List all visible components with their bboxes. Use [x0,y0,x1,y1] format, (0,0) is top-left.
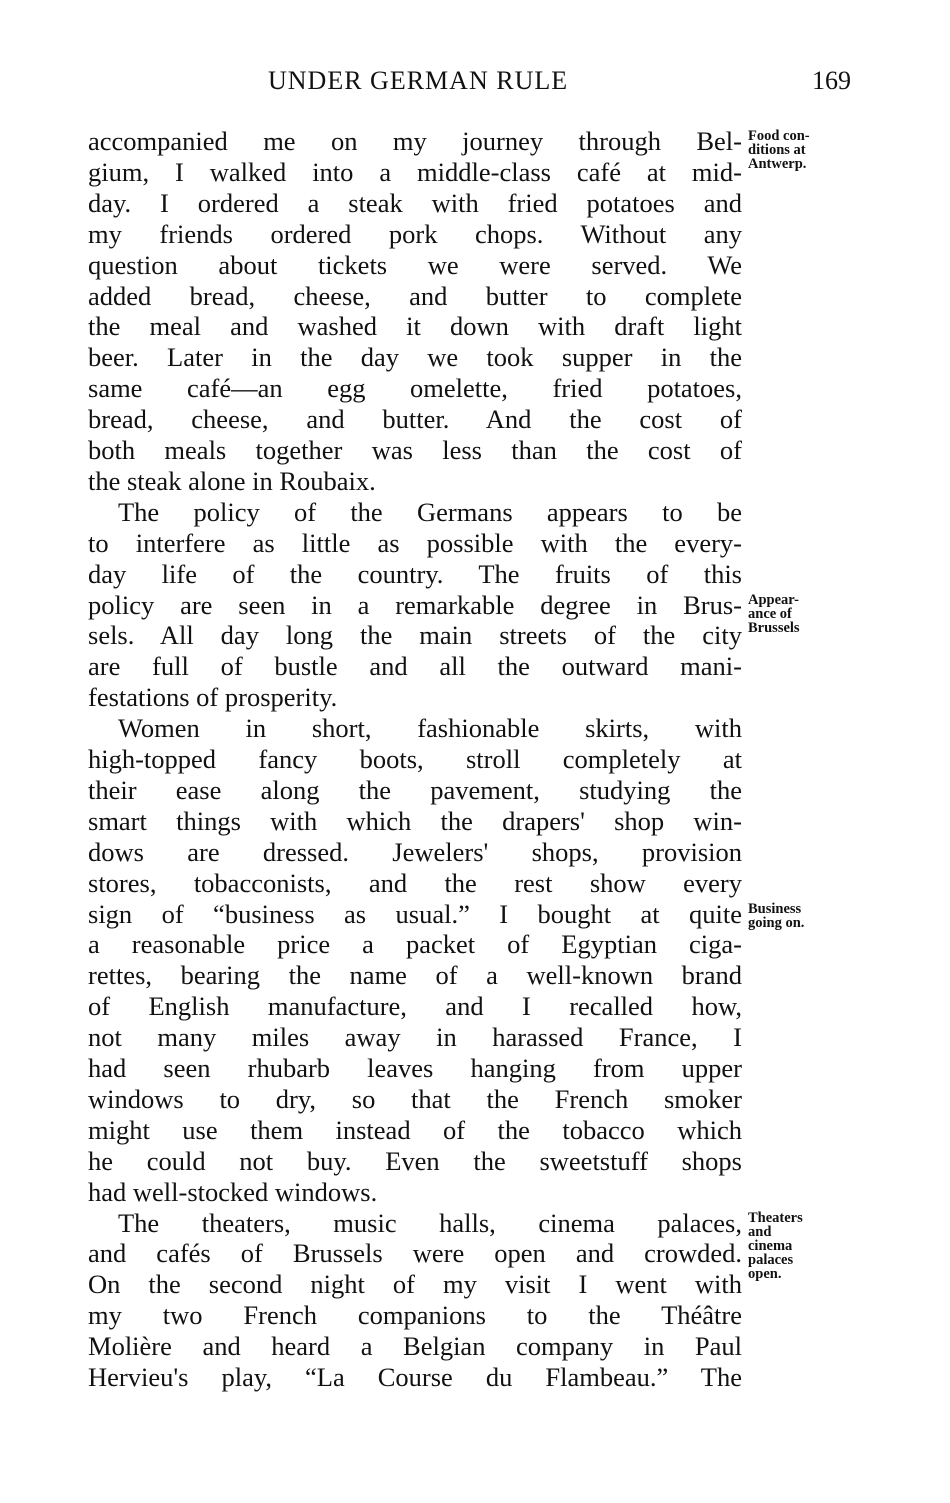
margin-note-line: ance of [748,605,792,622]
text-line: On the second night of my visit I went with [88,1269,742,1300]
text-line: same café—an egg omelette, fried potatoes, [88,373,742,404]
margin-note-line: cinema [748,1237,793,1254]
text-line: smart things with which the drapers' shop win- [88,805,742,836]
text-line: of English manufacture, and I recalled how, [88,991,742,1022]
running-title: UNDER GERMAN RULE [268,66,569,95]
margin-note [748,593,800,635]
text-line: a reasonable price a packet of Egyptian ciga- [88,929,742,960]
text-line: accompanied me on my journey through Bel- [88,126,742,156]
text-line: added bread, cheese, and butter to complete [88,280,742,311]
text-line: policy are seen in a remarkable degree in Brus- [88,589,742,620]
text-line: Hervieu's play, “La Course du Flambeau.” The [88,1362,742,1392]
text-line: The policy of the Germans appears to be [118,496,742,527]
text-line: dows are dressed. Jewelers' shops, provision [88,836,742,867]
text-line: my friends ordered pork chops. Without any [88,218,742,249]
text-line: to interfere as little as possible with the every- [88,527,742,558]
margin-note-line: open. [748,1265,782,1282]
text-line: day. I ordered a steak with fried potatoes and [88,187,742,218]
margin-note-line: Brussels [748,619,800,636]
margin-note-line: Theaters [748,1209,803,1226]
text-line: high-topped fancy boots, stroll completely at [88,744,742,774]
text-line: their ease along the pavement, studying the [88,774,742,805]
text-line: are full of bustle and all the outward mani- [88,651,742,682]
text-line: bread, cheese, and butter. And the cost of [88,404,742,435]
text-line: stores, tobacconists, and the rest show every [88,867,742,898]
margin-note-line: going on. [748,914,805,931]
page-header [0,66,950,102]
text-line: and cafés of Brussels were open and crowded. [88,1238,742,1269]
text-line: Molière and heard a Belgian company in Paul [88,1331,742,1362]
text-line: gium, I walked into a middle-class café at mid- [88,156,742,187]
margin-note-line: Food con- [748,128,810,144]
text-line: he could not buy. Even the sweetstuff shops [88,1145,742,1176]
margin-note-line: ditions at [748,142,806,158]
text-line: Women in short, fashionable skirts, with [118,713,742,744]
margin-note [748,902,804,930]
text-line: the steak alone in Roubaix. [88,465,376,496]
margin-note-line: Appear- [748,591,800,608]
margin-note-line: Antwerp. [748,156,807,172]
text-line: festations of prosperity. [88,682,338,713]
margin-note [748,129,810,171]
margin-note-line: and [748,1223,772,1240]
text-line: sels. All day long the main streets of the city [88,620,742,651]
text-line: sign of “business as usual.” I bought at quite [88,898,742,929]
text-line: windows to dry, so that the French smoker [88,1083,742,1114]
text-line: The theaters, music halls, cinema palaces, [118,1207,742,1238]
text-line: had seen rhubarb leaves hanging from upper [88,1053,742,1083]
text-line: question about tickets we were served. We [88,249,742,280]
margin-note [748,1211,803,1281]
text-line: day life of the country. The fruits of this [88,558,742,589]
text-line: might use them instead of the tobacco which [88,1114,742,1145]
text-line: both meals together was less than the cost of [88,435,742,465]
text-line: had well-stocked windows. [88,1176,378,1207]
text-line: not many miles away in harassed France, I [88,1022,742,1053]
margin-note-line: Business [748,900,802,917]
margin-note-line: palaces [748,1251,794,1268]
text-line: the meal and washed it down with draft light [88,311,742,342]
page-number: 169 [812,66,851,95]
text-line: my two French companions to the Théâtre [88,1300,742,1331]
text-line: rettes, bearing the name of a well-known brand [88,960,742,991]
text-line: beer. Later in the day we took supper in the [88,342,742,373]
